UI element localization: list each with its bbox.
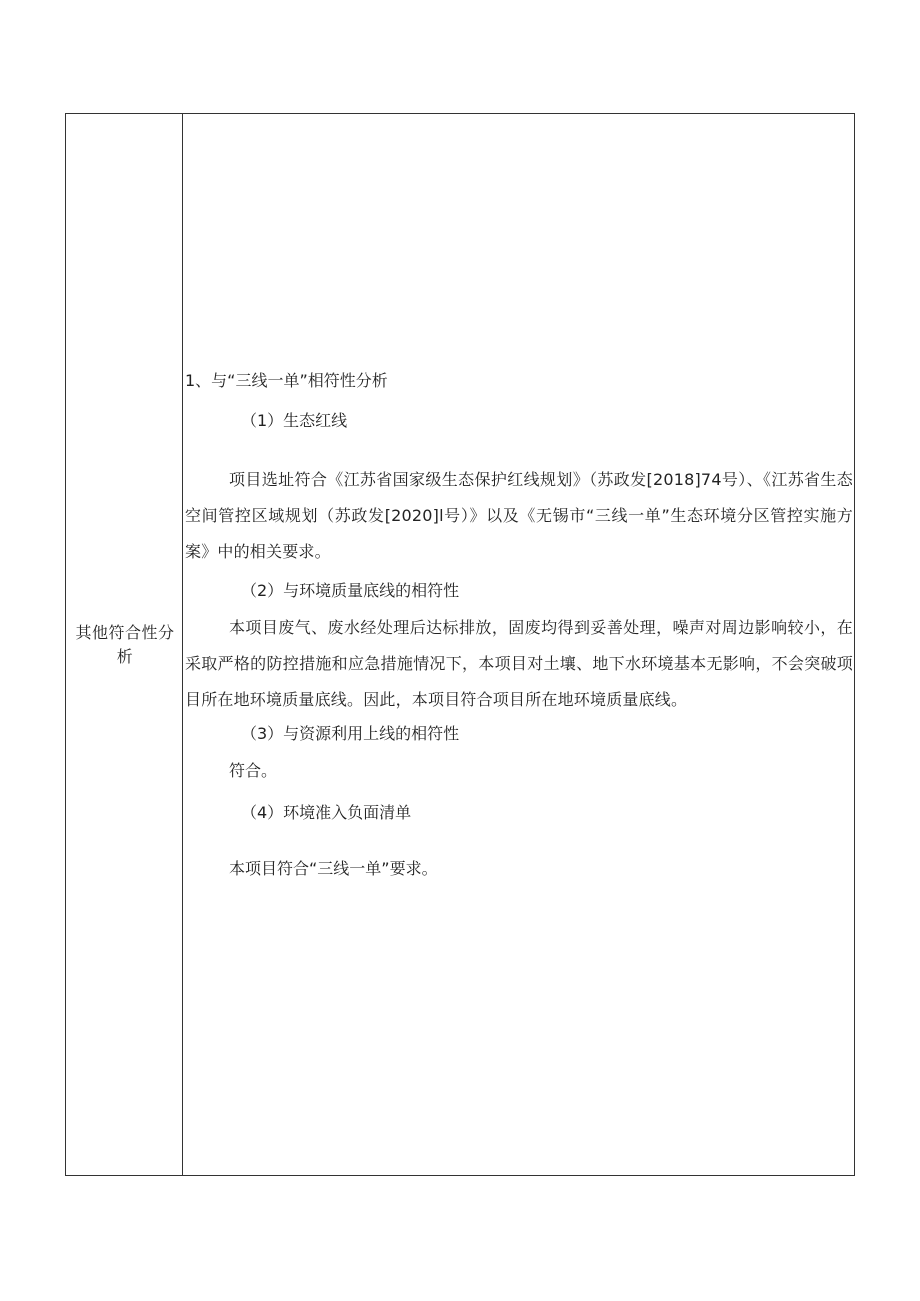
- paragraph-environment-quality: 本项目废气、废水经处理后达标排放，固废均得到妥善处理，噪声对周边影响较小，在采取严格的防控措施和应急措施情况下，本项目对土壤、地下水环境基本无影响，不会突破项目所在地环境质量底线。因此，本项目符合项目所在地环境质量底线。: [185, 618, 853, 709]
- subheading-environment-quality: （2）与环境质量底线的相符性: [241, 581, 460, 600]
- paragraph-ecological-redline: 项目选址符合《江苏省国家级生态保护红线规划》（苏政发[2018]74号）、《江苏省生态空间管控区域规划（苏政发[2020]l号）》以及《无锡市“三线一单”生态环境分区管控实施方案》中的相关要求。: [185, 470, 853, 561]
- subheading-ecological-redline: （1）生态红线: [241, 411, 348, 430]
- analysis-table: [65, 113, 855, 1176]
- row-label-cell: [66, 114, 183, 1175]
- subheading-negative-list: （4）环境准入负面清单: [241, 803, 412, 822]
- section-heading: 1、与“三线一单”相符性分析: [185, 371, 388, 390]
- text-resource-utilization: 符合。: [229, 761, 278, 780]
- text-negative-list: 本项目符合“三线一单”要求。: [229, 859, 438, 878]
- subheading-resource-utilization: （3）与资源利用上线的相符性: [241, 724, 460, 743]
- row-label: 其他符合性分析: [75, 623, 175, 666]
- content-cell: [183, 114, 854, 1175]
